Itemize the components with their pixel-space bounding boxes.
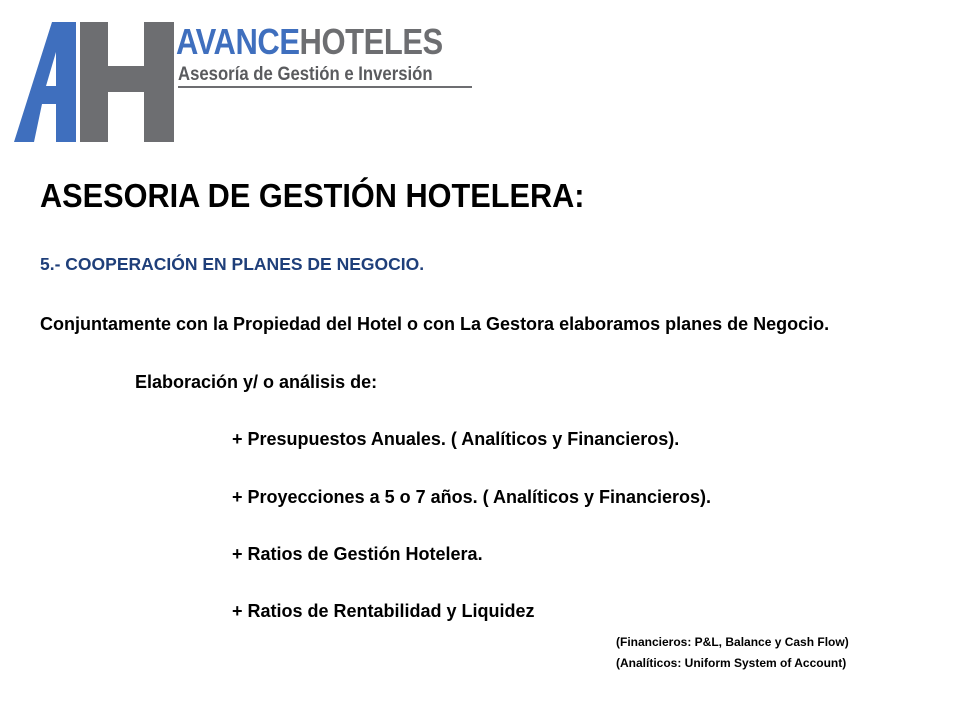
footnote: (Analíticos: Uniform System of Account): [616, 656, 847, 670]
company-logo: [14, 22, 479, 144]
brand-name: [176, 22, 443, 62]
ah-logo-icon: [14, 22, 179, 144]
list-item: + Proyecciones a 5 o 7 años. ( Analíticos y Financieros).: [232, 487, 712, 507]
footnote: (Financieros: P&L, Balance y Cash Flow): [616, 635, 849, 649]
list-item: + Presupuestos Anuales. ( Analíticos y Financieros).: [232, 429, 680, 449]
brand-underline: [178, 86, 472, 88]
body-paragraph: Conjuntamente con la Propiedad del Hotel o con La Gestora elaboramos planes de Negocio.: [40, 314, 830, 334]
section-heading: 5.- COOPERACIÓN EN PLANES DE NEGOCIO.: [40, 254, 425, 274]
brand-name-part2: HOTELES: [299, 21, 443, 62]
list-item: + Ratios de Gestión Hotelera.: [232, 544, 483, 564]
list-item: + Ratios de Rentabilidad y Liquidez: [232, 601, 535, 621]
list-intro: Elaboración y/ o análisis de:: [135, 372, 378, 392]
slide-title: ASESORIA DE GESTIÓN HOTELERA:: [40, 177, 585, 214]
brand-tagline: Asesoría de Gestión e Inversión: [178, 64, 433, 85]
brand-name-part1: AVANCE: [176, 21, 300, 62]
